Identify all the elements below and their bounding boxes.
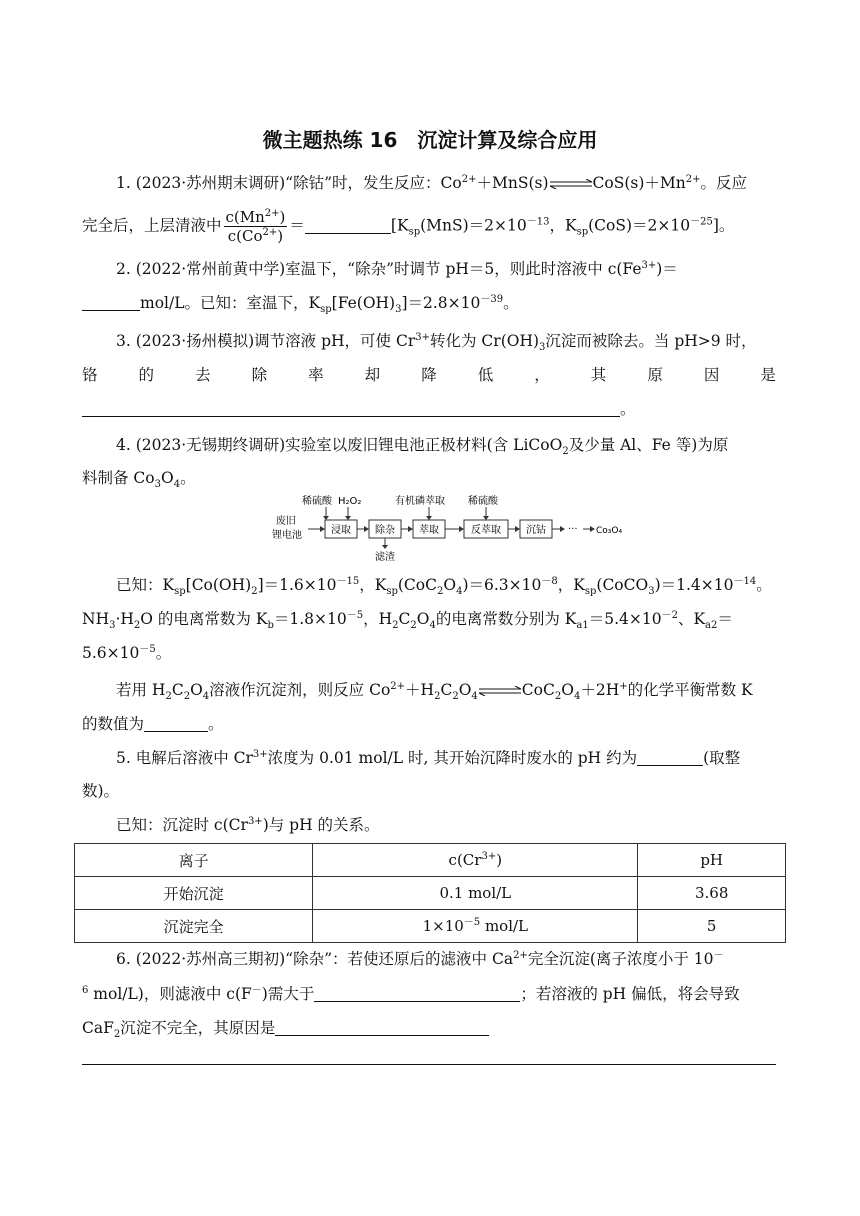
table-header-ph: pH [638,844,786,877]
arrow-icon [515,526,520,532]
arrow-icon [408,526,413,532]
q4-line2: 料制备 $Co_3O_4$。 [82,469,196,491]
q4-known2: $NH_3\cdot H_2O$ 的电离常数为 $K_b=1.8\times 10^{-5}$，$H_2C_2O_4$的电离常数分别为 $K_{a1}=5.4\times 10^{-2}$、$K_{a2}=$ [82,609,733,632]
flow-step-strip-label: 反萃取 [471,525,501,536]
arrow-icon [560,526,565,532]
arrow-icon [590,526,595,532]
table-cell: 沉淀完全 [75,910,313,943]
equilibrium-arrow-icon [549,179,593,189]
flow-ellipsis: ··· [568,524,578,535]
q1-line2: 完全后，上层清液中 $\frac{c(Mn^{2+})}{c(Co^{2+})}$ ＝ [$K_{sp}(MnS)=2\times 10^{-13}$，$K_{sp}(CoS)=2\times 10^{-25}$]。 [82,208,735,245]
equilibrium-arrow-icon [478,686,522,696]
table-header-row [75,844,786,877]
q2-line2: mol/L。已知：室温下，$K_{sp}[Fe(OH)_3]=2.8\times 10^{-39}$。 [82,292,776,314]
process-flow-diagram [270,492,630,564]
q4-ask-line1: 若用 $H_2C_2O_4$溶液作沉淀剂，则反应 $Co^{2+}+H_2C_2O_4$ $CoC_2O_4+2H^+$的化学平衡常数 K [116,680,753,703]
q3-answer-blank[interactable] [82,400,620,417]
arrow-icon [459,526,464,532]
q5-line2: 数)。 [82,782,120,800]
table-header-concentration: $c(Cr^{3+})$ [313,844,638,877]
arrow-icon [345,516,351,520]
flow-input-line2: 锂电池 [272,530,302,541]
q3-line2: 铬 的 去 除 率 却 降 低 ， 其 原 因 是 [82,366,776,384]
arrow-icon [382,545,388,549]
flow-step-precipitate-label: 沉钴 [526,525,546,536]
q1-answer-blank[interactable] [305,217,391,234]
q5-answer-blank[interactable] [637,749,703,766]
answer-line[interactable] [82,1064,776,1065]
cr-ph-table [74,843,786,943]
q6-answer-blank-1[interactable] [314,985,520,1002]
flow-reagent-3: 有机磷萃取 [395,496,445,507]
table-cell: 5 [638,910,786,943]
arrow-icon [320,526,325,532]
flow-step-leach-label: 浸取 [331,525,351,536]
table-cell: 3.68 [638,877,786,910]
table-row [75,910,786,943]
q4-line1: 4. (2023·无锡期终调研)实验室以废旧锂电池正极材料(含 LiCoO$_2$及少量 Al、Fe 等)为原 [116,436,729,458]
arrow-icon [483,516,489,520]
q2-answer-blank[interactable] [82,294,140,311]
q4-ask-line2: 的数值为 。 [82,715,224,733]
q6-line1: 6. (2022·苏州高三期初)“除杂”：若使还原后的滤液中 $Ca^{2+}$完全沉淀(离子浓度小于 10－ [116,949,724,968]
flow-reagent-2: H₂O₂ [338,496,362,507]
q1-line1: 1. (2023·苏州期末调研)“除钴”时，发生反应：$Co^{2+}+MnS(s)$ $CoS(s)+Mn^{2+}$。反应 [116,173,747,192]
table-cell: 开始沉淀 [75,877,313,910]
q5-known: 已知：沉淀时 $c(Cr^{3+})$与 pH 的关系。 [116,815,380,834]
q3-line1: 3. (2023·扬州模拟)调节溶液 pH，可使 $Cr^{3+}$转化为 $Cr(OH)_3$沉淀而被除去。当 pH>9 时， [116,331,757,354]
flow-input-line1: 废旧 [276,516,296,527]
concentration-fraction: $\frac{c(Mn^{2+})}{c(Co^{2+})}$ [225,208,286,245]
table-header-ion: 离子 [75,844,313,877]
q6-line2: $^6$ mol/L)，则滤液中 c(F－)需大于 ；若溶液的 pH 偏低，将会导致 [82,984,740,1003]
flow-product: Co₃O₄ [596,526,623,536]
arrow-icon [323,516,329,520]
q4-answer-blank[interactable] [144,715,208,732]
table-row [75,877,786,910]
q5-line1: 5. 电解后溶液中 $Cr^{3+}$浓度为 0.01 mol/L 时, 其开始沉降时废水的 pH 约为 (取整 [116,748,741,767]
flow-step-purify-label: 除杂 [375,525,395,536]
table-cell: $1\times 10^{-5}$ mol/L [313,910,638,943]
flow-reagent-4: 稀硫酸 [468,496,498,507]
table-cell: 0.1 mol/L [313,877,638,910]
q6-answer-blank-2[interactable] [275,1019,489,1036]
flow-byproduct: 滤渣 [375,552,395,563]
arrow-icon [364,526,369,532]
q3-line3: 。 [82,398,776,420]
q4-known1: 已知：$K_{sp}[Co(OH)_2]=1.6\times 10^{-15}$，$K_{sp}(CoC_2O_4)=6.3\times 10^{-8}$，$K_{sp}(CoCO_3)=1.4\times 10^{-14}$。 [116,575,772,598]
flow-step-extract-label: 萃取 [419,525,439,536]
page-title: 微主题热练 16 沉淀计算及综合应用 [262,128,598,152]
flow-reagent-1: 稀硫酸 [302,496,332,507]
arrow-icon [426,516,432,520]
q2-line1: 2. (2022·常州前黄中学)室温下，“除杂”时调节 pH＝5，则此时溶液中 $c(Fe^{3+})=$ [116,259,678,278]
q4-known3: $5.6\times 10^{-5}$。 [82,643,172,662]
q6-line3: CaF$_2$沉淀不完全，其原因是 [82,1017,776,1039]
